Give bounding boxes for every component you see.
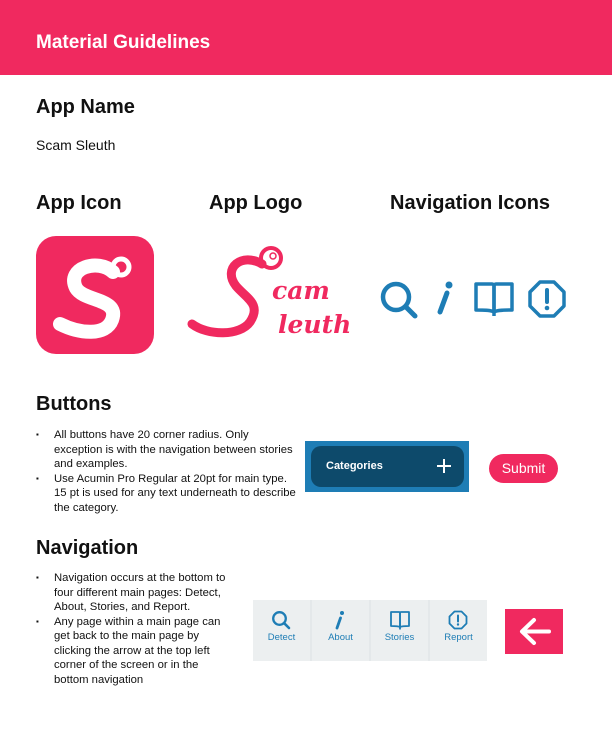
book-icon bbox=[389, 610, 411, 630]
list-item: ▪ Any page within a main page can get back to the main page by clicking the arrow at the top left corner of the screen or in the bottom navigation bbox=[36, 615, 236, 688]
tab-label: About bbox=[328, 632, 353, 643]
tab-label: Detect bbox=[267, 632, 296, 643]
page-title: Material Guidelines bbox=[36, 32, 211, 53]
tab-detect[interactable] bbox=[253, 600, 310, 661]
logo-text-leuth: leuth bbox=[278, 310, 352, 339]
app-name-heading: App Name bbox=[36, 96, 135, 118]
arrow-left-icon bbox=[505, 609, 563, 654]
tab-report[interactable] bbox=[430, 600, 487, 661]
navigation-bullet-list bbox=[36, 571, 236, 687]
search-icon bbox=[379, 280, 419, 320]
categories-button-label: Categories bbox=[326, 460, 383, 472]
alert-octagon-icon bbox=[527, 279, 567, 319]
info-icon bbox=[330, 610, 350, 630]
submit-button[interactable]: Submit bbox=[489, 454, 558, 483]
list-item: ▪ All buttons have 20 corner radius. Only exception is with the navigation between stories and examples. bbox=[36, 428, 296, 472]
list-item: ▪ Navigation occurs at the bottom to four different main pages: Detect, About, Stories, and Report. bbox=[36, 571, 236, 615]
list-item: ▪ Use Acumin Pro Regular at 20pt for main type. 15 pt is used for any text underneath to describe the category. bbox=[36, 472, 296, 516]
alert-octagon-icon bbox=[448, 610, 468, 630]
tab-stories[interactable] bbox=[371, 600, 428, 661]
book-icon bbox=[473, 280, 515, 318]
navigation-heading: Navigation bbox=[36, 537, 139, 559]
navigation-icons-heading: Navigation Icons bbox=[390, 192, 551, 214]
info-icon bbox=[434, 280, 456, 316]
back-button[interactable] bbox=[505, 609, 563, 654]
buttons-bullet-list bbox=[36, 428, 296, 515]
s-magnifier-icon bbox=[36, 236, 154, 354]
plus-icon bbox=[436, 458, 452, 479]
app-icon-heading: App Icon bbox=[36, 192, 122, 214]
tab-about[interactable] bbox=[312, 600, 369, 661]
app-name-value: Scam Sleuth bbox=[36, 137, 116, 153]
header-bar bbox=[0, 0, 612, 75]
search-icon bbox=[271, 610, 291, 630]
tab-label: Report bbox=[444, 632, 473, 643]
tab-label: Stories bbox=[384, 632, 415, 643]
app-icon bbox=[36, 236, 154, 354]
buttons-heading: Buttons bbox=[36, 393, 112, 415]
app-logo bbox=[186, 240, 352, 350]
app-logo-heading: App Logo bbox=[209, 192, 303, 214]
logo-text-cam: cam bbox=[272, 276, 330, 305]
